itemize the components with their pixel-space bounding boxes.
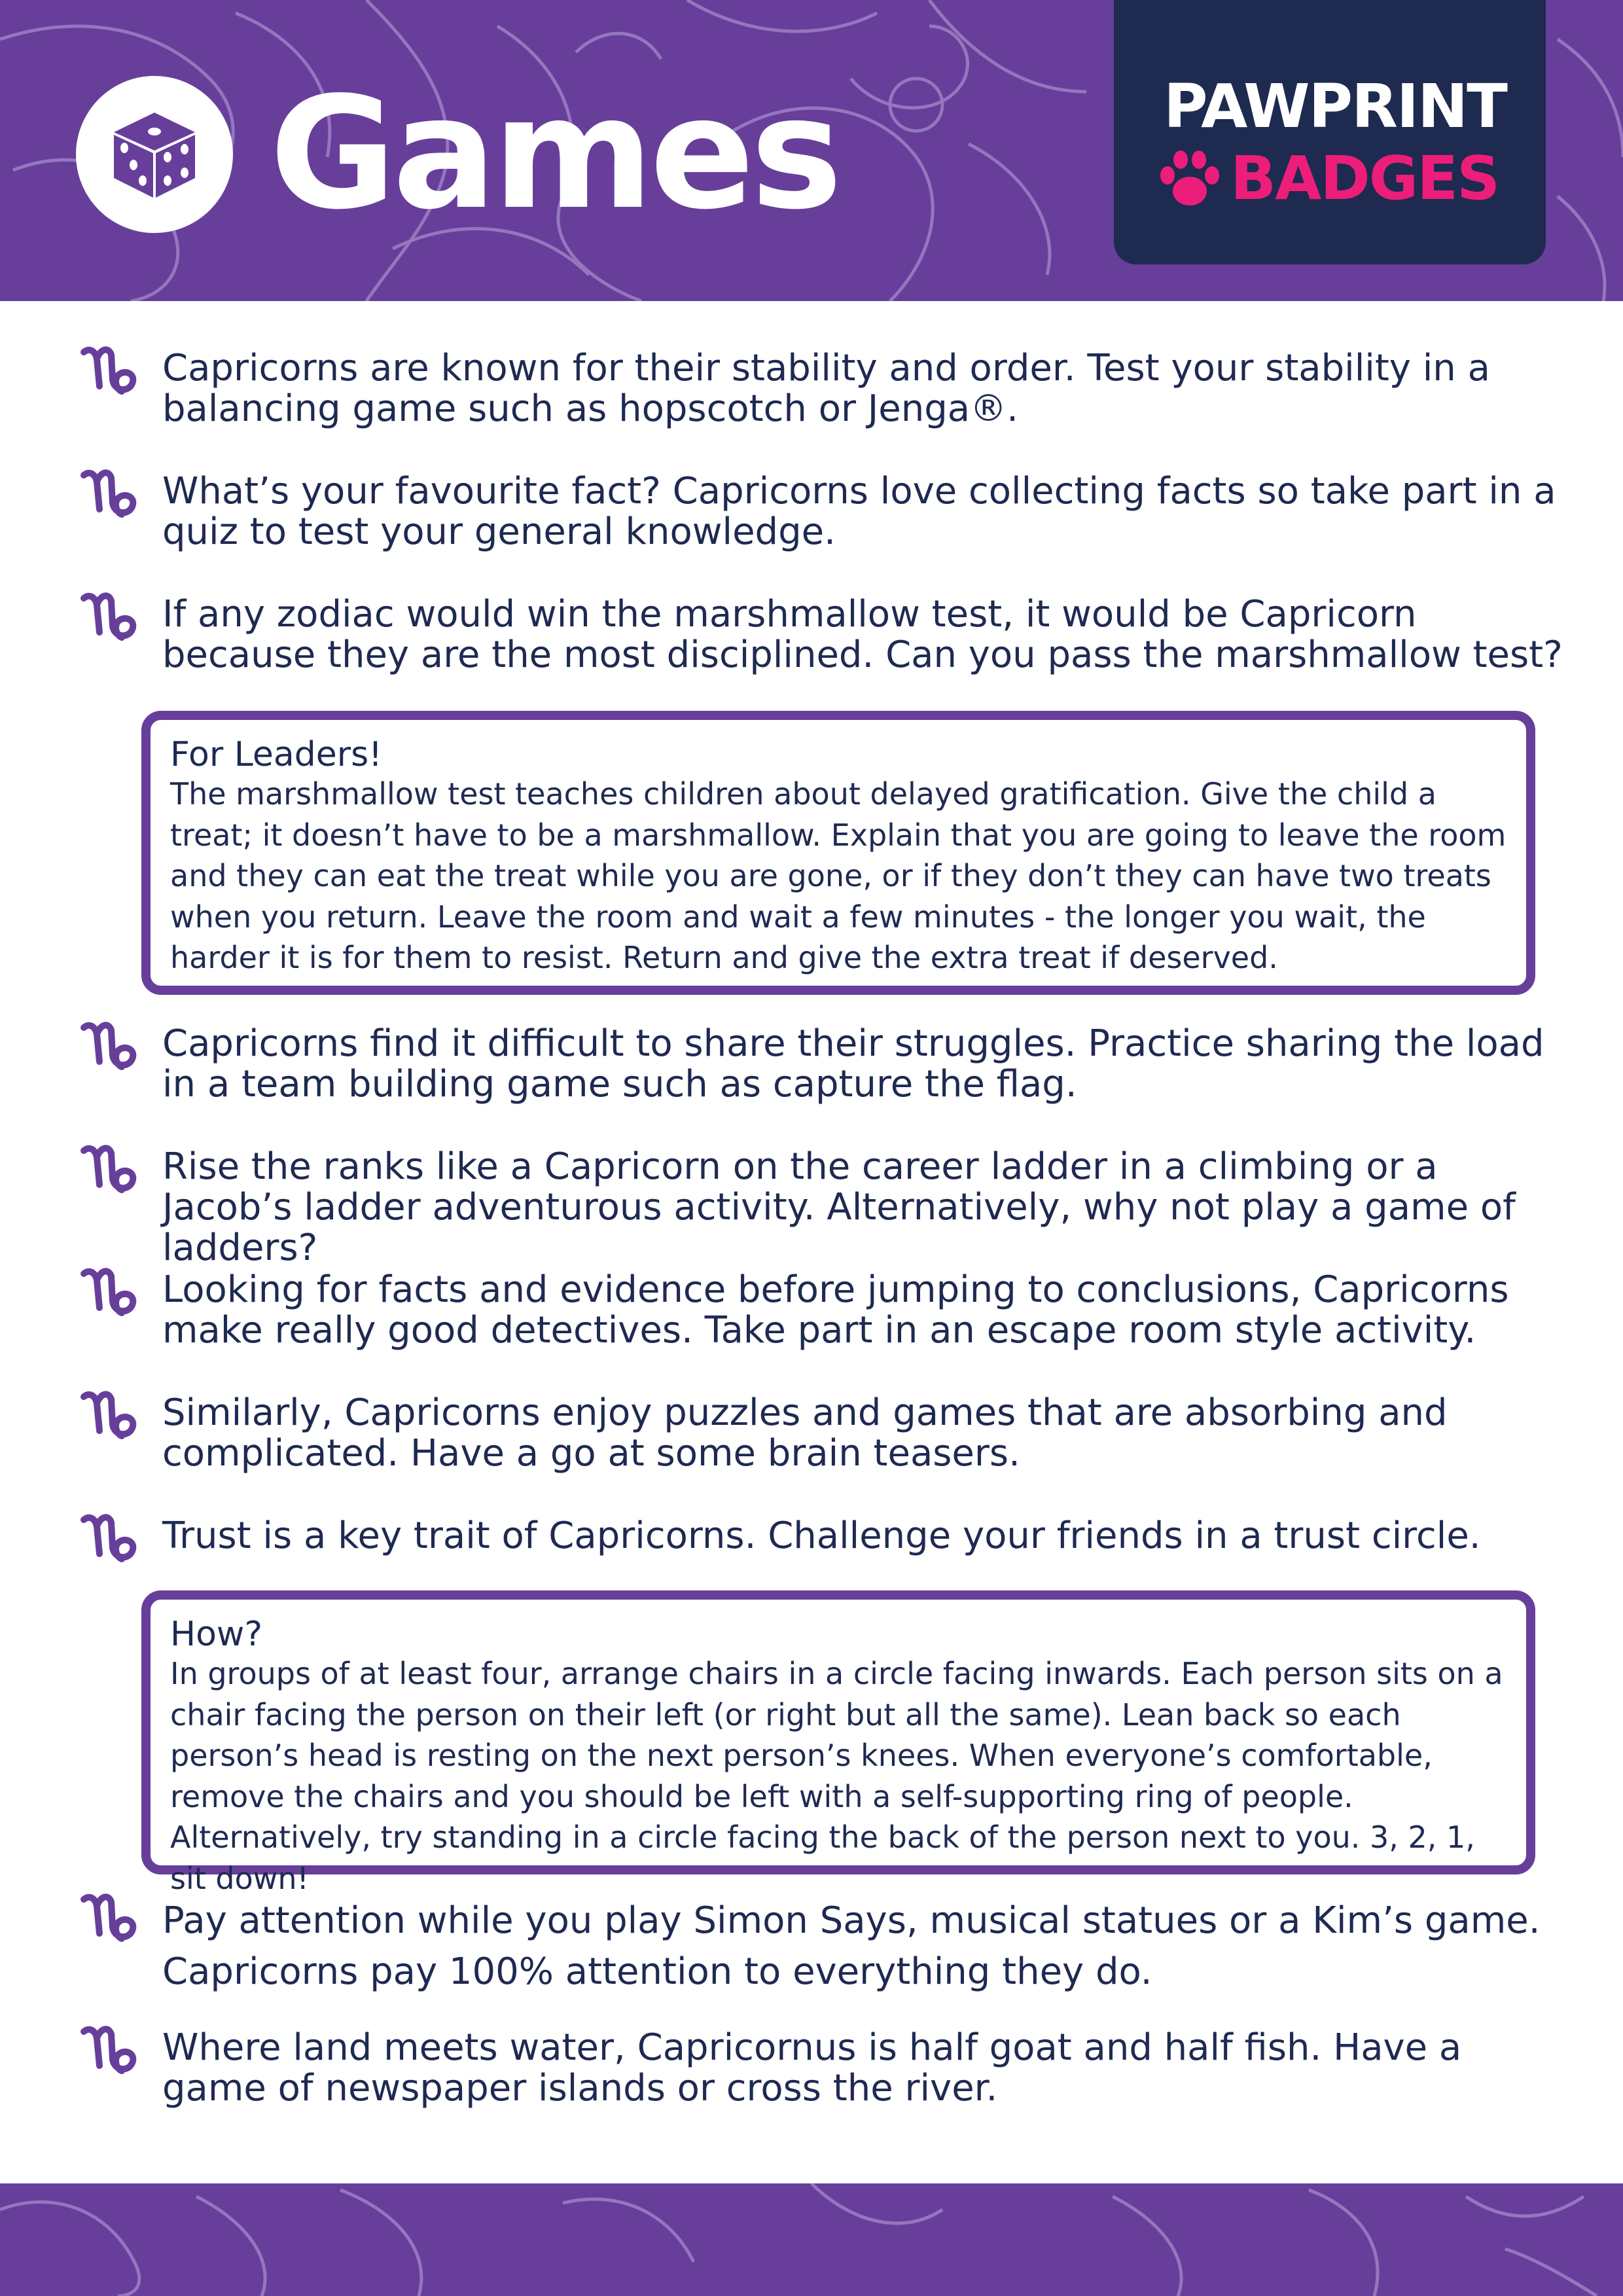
list-item: What’s your favourite fact? Capricorns love collecting facts so take part in a quiz to test your general knowledge. xyxy=(162,470,1556,553)
box-title: How? xyxy=(170,1615,263,1654)
dice-badge xyxy=(76,76,233,233)
leaders-note-box xyxy=(141,711,1535,995)
brand-line-2: BADGES xyxy=(1230,143,1499,213)
capricorn-icon xyxy=(80,2022,139,2075)
capricorn-icon xyxy=(80,1388,139,1440)
list-item: If any zodiac would win the marshmallow test, it would be Capricorn because they are the most disciplined. Can you pass the marshmallow test? xyxy=(162,593,1563,676)
list-item: Trust is a key trait of Capricorns. Challenge your friends in a trust circle. xyxy=(162,1515,1481,1557)
capricorn-icon xyxy=(80,1141,139,1194)
capricorn-icon xyxy=(80,1018,139,1071)
paw-icon xyxy=(1156,149,1224,209)
list-item: Capricorns are known for their stability and order. Test your stability in a balancing game such as hopscotch or Jenga®. xyxy=(162,347,1490,430)
list-item: Where land meets water, Capricornus is half goat and half fish. Have a game of newspaper islands or cross the river. xyxy=(162,2026,1462,2109)
list-item: Rise the ranks like a Capricorn on the career ladder in a climbing or a Jacob’s ladder adventurous activity. Alternatively, why not play a game of ladders? xyxy=(162,1145,1516,1269)
dice-icon xyxy=(107,107,202,202)
header-banner xyxy=(0,0,1623,301)
box-title: For Leaders! xyxy=(170,735,383,774)
list-item: Capricorns find it difficult to share their struggles. Practice sharing the load in a team building game such as capture the flag. xyxy=(162,1022,1544,1105)
how-note-box xyxy=(141,1590,1535,1896)
list-item: Similarly, Capricorns enjoy puzzles and games that are absorbing and complicated. Have a go at some brain teasers. xyxy=(162,1391,1448,1475)
brand-logo xyxy=(1114,0,1546,264)
capricorn-icon xyxy=(80,466,139,518)
box-body: The marshmallow test teaches children about delayed gratification. Give the child a treat; it doesn’t have to be a marshmallow. Explain that you are going to leave the room and they can eat the treat while you are gone, or if they don’t they can have two treats when you return. Leave the room and wait a few minutes - the longer you wait, the harder it is for them to resist. Return and give the extra treat if deserved. xyxy=(170,776,1507,975)
footer-banner xyxy=(0,2183,1623,2296)
capricorn-icon xyxy=(80,1265,139,1317)
brand-line-1: PAWPRINT xyxy=(1164,71,1507,141)
list-item: Pay attention while you play Simon Says, musical statues or a Kim’s game. Capricorns pay 100% attention to everything they do. xyxy=(162,1899,1541,1993)
capricorn-icon xyxy=(80,1511,139,1563)
capricorn-icon xyxy=(80,589,139,641)
capricorn-icon xyxy=(80,1890,139,1943)
capricorn-icon xyxy=(80,343,139,395)
list-item: Looking for facts and evidence before jumping to conclusions, Capricorns make really good detectives. Take part in an escape room style activity. xyxy=(162,1268,1509,1352)
box-body: In groups of at least four, arrange chairs in a circle facing inwards. Each person sits on a chair facing the person on their left (or right but all the same). Lean back so each person’s head is resting on the next person’s knees. When everyone’s comfortable, remove the chairs and you should be left with a self-supporting ring of people. Alternatively, try standing in a circle facing the back of the person next to you. 3, 2, 1, sit down! xyxy=(170,1656,1503,1896)
decorative-outline-art xyxy=(0,2183,1623,2296)
page-title: Games xyxy=(270,63,839,243)
